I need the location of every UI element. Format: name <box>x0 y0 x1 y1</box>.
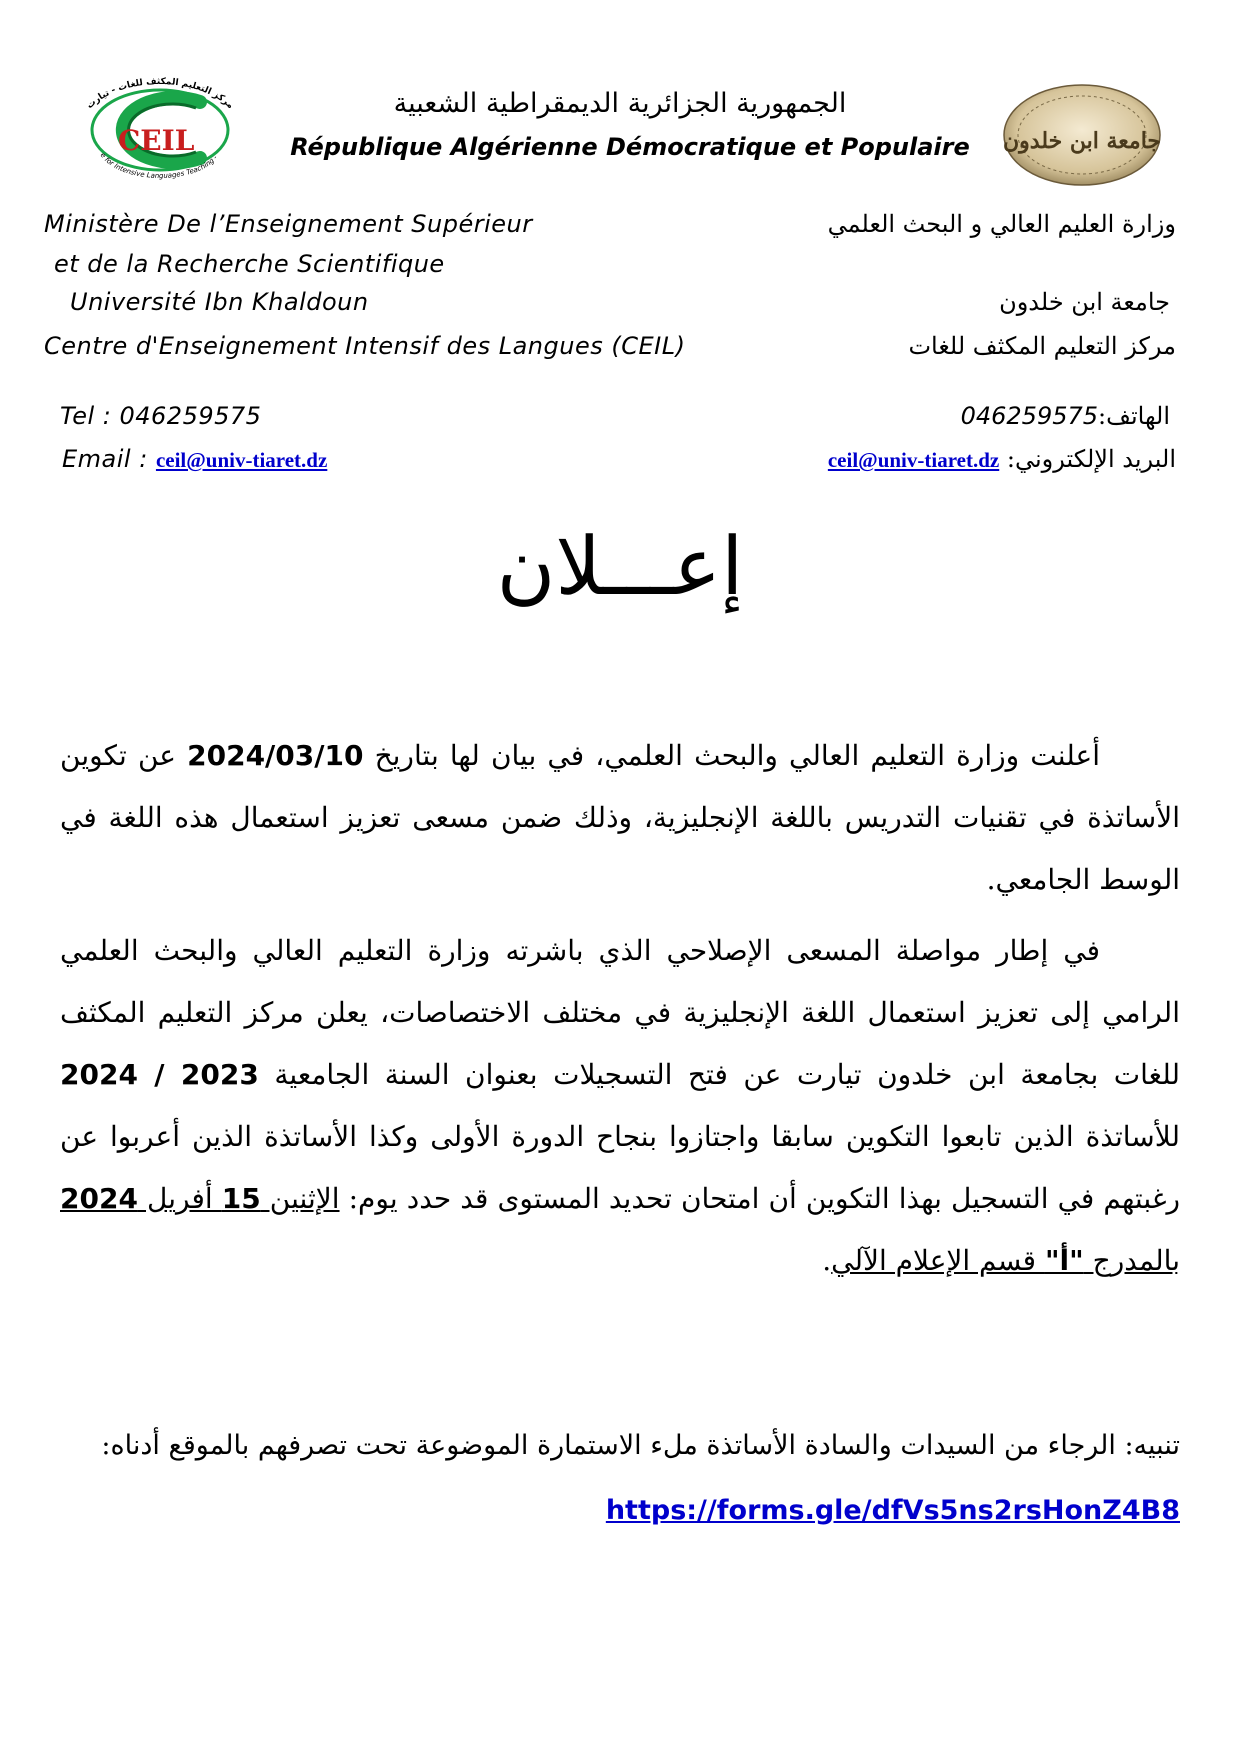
ibn-khaldoun-logo <box>995 80 1170 190</box>
fr-email-label: Email <box>62 445 132 473</box>
fr-center-name: Centre d'Enseignement Intensif des Langues (CEIL) <box>44 332 686 360</box>
p2-exam-date: الإثنين 15 أفريل 2024 بالمدرج "أ" <box>60 1182 1180 1277</box>
fr-email-separator: : <box>131 445 156 473</box>
ibn-logo-text: جامعة ابن خلدون <box>1002 128 1162 154</box>
ar-email-line <box>828 445 1176 473</box>
ar-university-name: جامعة ابن خلدون <box>999 288 1170 316</box>
announcement-paragraph-2 <box>60 920 1180 1292</box>
p2-academic-year: 2023 / 2024 <box>60 1058 259 1091</box>
ar-center-name: مركز التعليم المكثف للغات <box>908 332 1176 360</box>
p1-text-a: أعلنت وزارة التعليم العالي والبحث العلمي، في بيان لها بتاريخ <box>363 739 1101 772</box>
fr-email-link[interactable]: ceil@univ-tiaret.dz <box>155 448 328 472</box>
ar-ministry-name: وزارة العليم العالي و البحث العلمي <box>827 210 1176 238</box>
fr-ministry-line-2: et de la Recherche Scientifique <box>54 250 445 278</box>
ceil-letters: CEIL <box>118 124 195 157</box>
p1-date: 2024/03/10 <box>187 739 364 772</box>
french-republic-title: République Algérienne Démocratique et Populaire <box>290 133 970 161</box>
ar-phone-value: 046259575 <box>960 402 1099 430</box>
announcement-paragraph-1 <box>60 725 1180 911</box>
p2-end: . <box>822 1244 832 1277</box>
p2-text-b: للأساتذة الذين تابعوا التكوين سابقا واجتازوا بنجاح الدورة الأولى وكذا الأساتذة الذين أعربوا عن رغبتهم في التسجيل بهذا التكوين أن امتحان تحديد المستوى قد حدد يوم: <box>60 1120 1180 1215</box>
p1-text-b: عن تكوين الأساتذة في تقنيات التدريس باللغة الإنجليزية، وذلك ضمن مسعى تعزيز استعمال هذه اللغة في الوسط الجامعي. <box>60 739 1180 896</box>
fr-phone-line <box>60 402 261 430</box>
form-link[interactable]: https://forms.gle/dfVs5ns2rsHonZ4B8 <box>605 1495 1180 1526</box>
ceil-logo <box>60 70 260 180</box>
note-text: تنبيه: الرجاء من السيدات والسادة الأساتذة ملء الاستمارة الموضوعة تحت تصرفهم بالموقع أدناه: <box>101 1430 1180 1461</box>
ar-email-link[interactable]: ceil@univ-tiaret.dz <box>827 448 1000 472</box>
ar-phone-line <box>961 402 1170 430</box>
fr-phone-value: 046259575 <box>119 402 262 430</box>
fr-email-line <box>62 445 327 473</box>
arabic-republic-title: الجمهورية الجزائرية الديمقراطية الشعبية <box>393 88 847 119</box>
p2-text-a: في إطار مواصلة المسعى الإصلاحي الذي باشرته وزارة التعليم العالي والبحث العلمي الرامي إلى تعزيز استعمال اللغة الإنجليزية في مختلف الاختصاصات، يعلن مركز التعليم المكثف للغات بجامعة ابن خلدون تيارت عن فتح التسجيلات بعنوان السنة الجامعية <box>60 934 1180 1091</box>
ar-phone-label: الهاتف: <box>1098 402 1170 430</box>
fr-university-name: Université Ibn Khaldoun <box>70 288 369 316</box>
svg-text:Centre for Intensive Languages: e for Intensive Languages Teaching - <box>98 151 220 180</box>
svg-text:مركز التعليم المكثف للغات - تي: مركز التعليم المكثف للغات - تيارت <box>84 76 236 112</box>
fr-phone-label: Tel : <box>60 402 120 430</box>
announcement-title: إعـــلان <box>496 520 744 613</box>
ar-email-label: البريد الإلكتروني: <box>999 445 1176 473</box>
p2-exam-place: قسم الإعلام الآلي <box>831 1244 1045 1277</box>
fr-ministry-line-1: Ministère De l’Enseignement Supérieur <box>44 210 533 238</box>
